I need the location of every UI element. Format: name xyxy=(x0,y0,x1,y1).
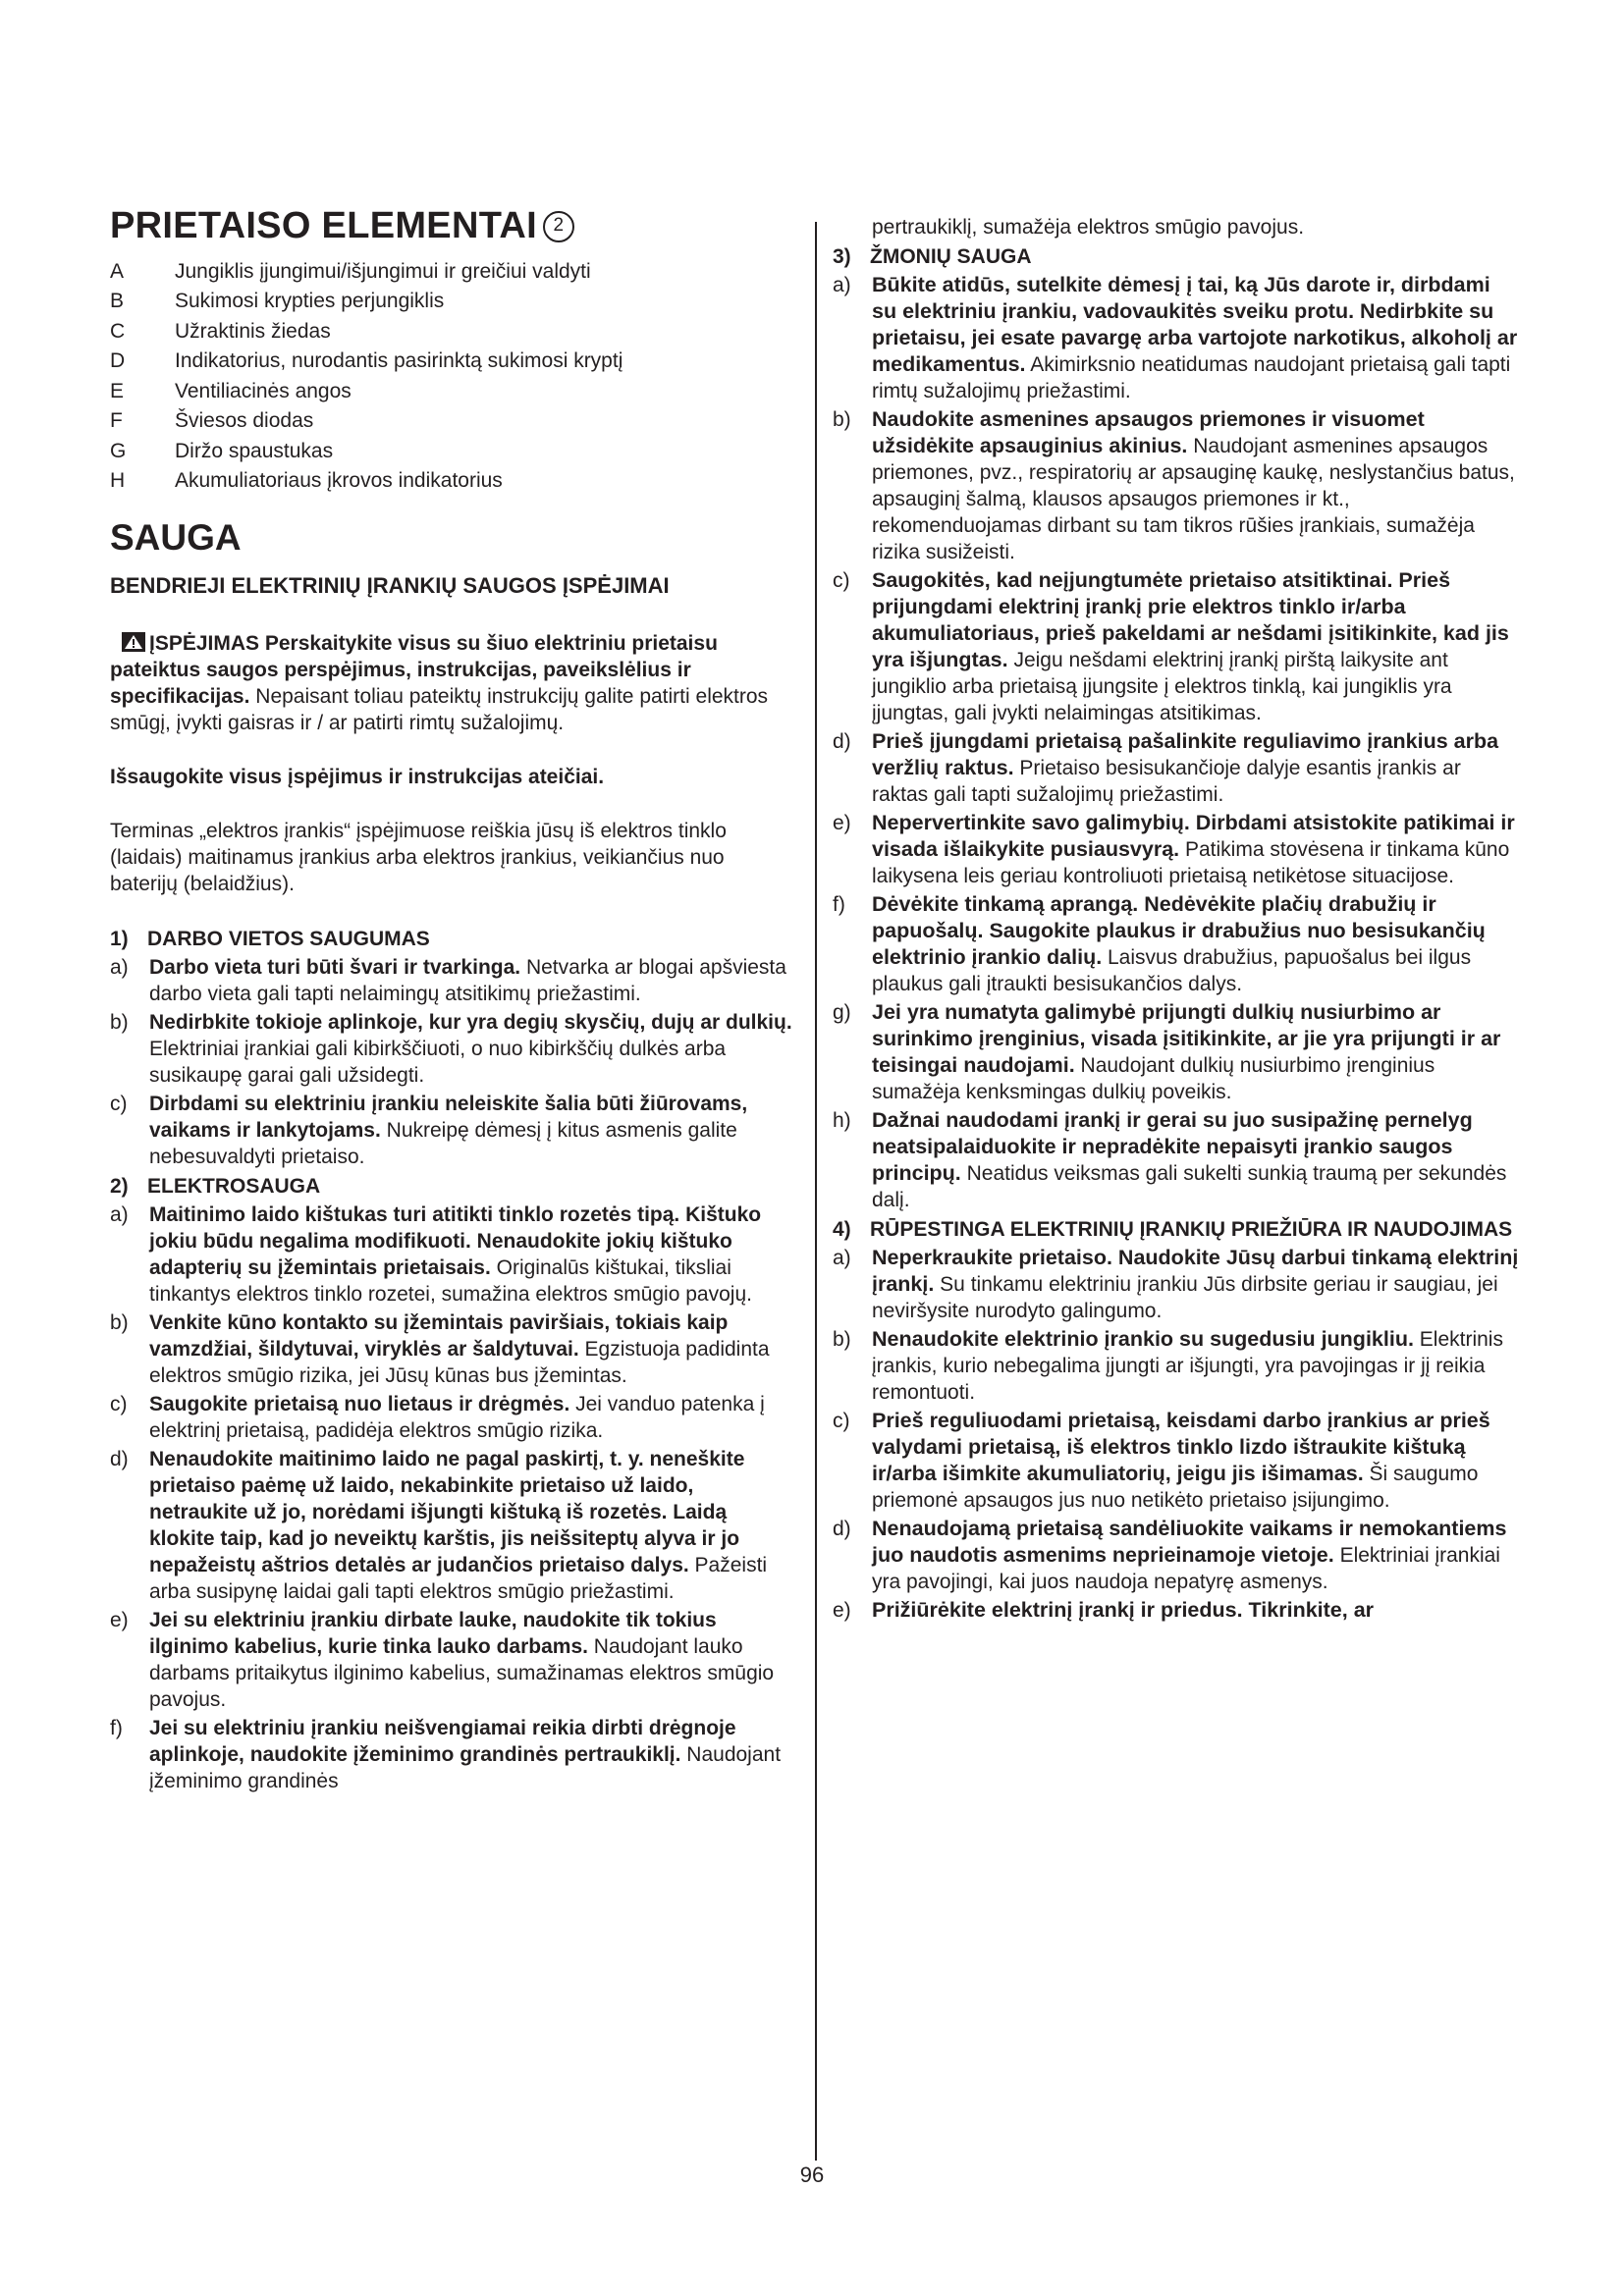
list-item: h) Dažnai naudodami įrankį ir gerai su juo susipažinę pernelyg neatsipalaiduokite ir nepradėkite nepaisyti įrankio saugos principų. Neatidus veiksmas gali sukelti sunkią traumą per sekundės dalį. xyxy=(833,1108,1507,1211)
list-item: c) Saugokite prietaisą nuo lietaus ir drėgmės. Jei vanduo patenka į elektrinį prietaisą, padidėja elektros smūgio rizika. xyxy=(110,1393,765,1443)
list-item: d) Prieš įjungdami prietaisą pašalinkite reguliavimo įrankius arba veržlių raktus. Prietaiso besisukančioje dalyje esantis įrankis ar raktas gali tapti sužalojimų priežastimi. xyxy=(833,729,1499,806)
continued-text: pertraukiklį, sumažėja elektros smūgio pavojus. xyxy=(872,216,1305,239)
list-item: a) Darbo vieta turi būti švari ir tvarkinga. Netvarka ar blogai apšviesta darbo vieta gali tapti nelaimingų atsitikimų priežastimi. xyxy=(110,956,786,1006)
warning-paragraph: ĮSPĖJIMAS Perskaitykite visus su šiuo elektriniu prietaisu pateiktus saugos perspėjimus, instrukcijas, paveikslėlius ir specifikacijas. Nepaisant toliau pateiktų instrukcijų galite patirti elektros smūgį, įvykti gaisras ir / ar patirti rimtų sužalojimų. xyxy=(110,632,769,735)
list-item: a) Neperkraukite prietaiso. Naudokite Jūsų darbui tinkamą elektrinį įrankį. Su tinkamu elektriniu įrankiu Jūs dirbsite geriau ir saugiau, jei neviršysite nurodyto galingumo. xyxy=(833,1246,1519,1322)
list-item: e) Nepervertinkite savo galimybių. Dirbdami atsistokite patikimai ir visada išlaikykite pusiausvyrą. Patikima stovėsena ir tinkama kūno laikysena leis geriau kontroliuoti prietaisą netikėtose situacijose. xyxy=(833,811,1515,887)
sauga-title: SAUGA xyxy=(110,516,242,558)
list-item: a) Būkite atidūs, sutelkite dėmesį į tai, ką Jūs darote ir, dirbdami su elektriniu įrankiu, vadovaukitės sveiku protu. Nedirbkite su prietaisu, jei esate pavargę arba vartojote narkotikus, alkoholį ar medikamentus. Akimirksnio neatidumas naudojant prietaisą gali tapti rimtų sužalojimų priežastimi. xyxy=(833,273,1518,402)
list-item: d) Nenaudojamą prietaisą sandėliuokite vaikams ir nemokantiems juo naudotis asmenims neprieinamoje vietoje. Elektriniai įrankiai yra pavojingi, kai juos naudoja nepatyrę asmenys. xyxy=(833,1517,1507,1593)
list-item: D Indikatorius, nurodantis pasirinktą sukimosi kryptį xyxy=(110,349,623,373)
section-heading: 3) ŽMONIŲ SAUGA xyxy=(833,245,1032,268)
general-safety-heading: BENDRIEJI ELEKTRINIŲ ĮRANKIŲ SAUGOS ĮSPĖJIMAI xyxy=(110,573,670,599)
parts-title: PRIETAISO ELEMENTAI 2 xyxy=(110,206,797,247)
list-item: e) Jei su elektriniu įrankiu dirbate lauke, naudokite tik tokius ilginimo kabelius, kurie tinka lauko darbams. Naudojant lauko darbams pritaikytus ilginimo kabelius, sumažinamas elektros smūgio pavojus. xyxy=(110,1609,775,1712)
parts-list xyxy=(110,257,797,497)
list-item: C Užraktinis žiedas xyxy=(110,319,331,343)
page-number: 96 xyxy=(799,2163,825,2187)
list-item: H Akumuliatoriaus įkrovos indikatorius xyxy=(110,469,503,493)
list-item: E Ventiliacinės angos xyxy=(110,379,352,402)
right-column xyxy=(833,214,1520,2100)
section-heading: 1) DARBO VIETOS SAUGUMAS xyxy=(110,928,430,951)
list-item: f) Jei su elektriniu įrankiu neišvengiamai reikia dirbti drėgnoje aplinkoje, naudokite įžeminimo grandinės pertraukiklį. Naudojant įžeminimo grandinės xyxy=(110,1717,782,1793)
list-item: c) Saugokitės, kad neįjungtumėte prietaiso atsitiktinai. Prieš prijungdami elektrinį įrankį prie elektros tinklo ir/arba akumuliatoriaus, prieš pakeldami ar nešdami įsitikinkite, kad jis yra išjungtas. Jeigu nešdami elektrinį įrankį pirštą laikysite ant jungiklio arba prietaisą įjungsite į elektros tinklą, kai jungiklis yra įjungtas, gali įvykti nelaimingas atsitikimas. xyxy=(833,568,1509,724)
list-item: G Diržo spaustukas xyxy=(110,439,334,462)
list-item: b) Nenaudokite elektrinio įrankio su sugedusiu jungikliu. Elektrinis įrankis, kurio nebegalima įjungti ar išjungti, yra pavojingas ir jį reikia remontuoti. xyxy=(833,1327,1503,1404)
list-item: g) Jei yra numatyta galimybė prijungti dulkių nusiurbimo ar surinkimo įrenginius, visada įsitikinkite, ar jie yra prijungti ir ar teisingai naudojami. Naudojant dulkių nusiurbimo įrenginius sumažėja kenksmingas dulkių poveikis. xyxy=(833,1000,1501,1103)
column-divider xyxy=(815,222,817,2161)
left-column xyxy=(110,206,797,2100)
list-item: a) Maitinimo laido kištukas turi atitikti tinklo rozetės tipą. Kištuko jokiu būdu negalima modifikuoti. Nenaudokite jokių kištuko adapterių su įžemintais prietaisais. Originalūs kištukai, tiksliai tinkantys elektros tinklo rozetei, sumažina elektros smūgio pavojų. xyxy=(110,1203,762,1307)
list-item: B Sukimosi krypties perjungiklis xyxy=(110,290,445,313)
list-item: F Šviesos diodas xyxy=(110,409,314,433)
list-item: c) Prieš reguliuodami prietaisą, keisdami darbo įrankius ar prieš valydami prietaisą, iš elektros tinklo lizdo ištraukite kištuką ir/arba išimkite akumuliatorių, jeigu jis išimamas. Ši saugumo priemonė apsaugos jus nuo netikėto prietaiso įsijungimo. xyxy=(833,1409,1490,1512)
list-item: b) Venkite kūno kontakto su įžemintais paviršiais, tokiais kaip vamzdžiai, šildytuvai, viryklės ar šaldytuvai. Egzistuoja padidinta elektros smūgio rizika, jei Jūsų kūnas bus įžemintas. xyxy=(110,1311,770,1388)
list-item: A Jungiklis įjungimui/išjungimui ir greičiui valdyti xyxy=(110,259,591,283)
figure-ref-circle: 2 xyxy=(543,211,574,242)
list-item: f) Dėvėkite tinkamą aprangą. Nedėvėkite plačių drabužių ir papuošalų. Saugokite plaukus ir drabužius nuo besisukančių elektrinio įrankio dalių. Laisvus drabužius, papuošalus bei ilgus plaukus gali įtraukti besisukančios dalys. xyxy=(833,892,1486,995)
list-item: e) Prižiūrėkite elektrinį įrankį ir priedus. Tikrinkite, ar xyxy=(833,1598,1375,1622)
list-item: b) Naudokite asmenines apsaugos priemones ir visuomet užsidėkite apsauginius akinius. Naudojant asmenines apsaugos priemones, pvz., respiratorių ar apsauginę kaukę, neslystančius batus, apsauginį šalmą, klausos apsaugos priemones ir kt., rekomenduojamas dirbant su tam tikros rūšies įrankiais, sumažėja rizika susižeisti. xyxy=(833,407,1515,563)
list-item: b) Nedirbkite tokioje aplinkoje, kur yra degių skysčių, dujų ar dulkių. Elektriniai įrankiai gali kibirkščiuoti, o nuo kibirkščių dulkės arba susikaupę garai gali užsidegti. xyxy=(110,1011,792,1088)
section-heading: 4) RŪPESTINGA ELEKTRINIŲ ĮRANKIŲ PRIEŽIŪRA IR NAUDOJIMAS xyxy=(833,1218,1513,1241)
warning-icon xyxy=(122,632,145,652)
list-item: d) Nenaudokite maitinimo laido ne pagal paskirtį, t. y. neneškite prietaiso paėmę už laido, nekabinkite prietaiso už laido, netraukite už jo, norėdami išjungti kištuką iš rozetės. Laidą klokite taip, kad jo neveiktų karštis, jis neišsiteptų alyva ir jo nepažeistų aštrios detalės ar judančios prietaiso dalys. Pažeisti arba susipynę laidai gali tapti elektros smūgio priežastimi. xyxy=(110,1448,768,1604)
section-heading: 2) ELEKTROSAUGA xyxy=(110,1175,321,1199)
term-definition: Terminas „elektros įrankis“ įspėjimuose reiškia jūsų iš elektros tinklo (laidais) maitinamus įrankius arba elektros įrankius, veikiančius nuo baterijų (belaidžius). xyxy=(110,820,727,896)
list-item: c) Dirbdami su elektriniu įrankiu neleiskite šalia būti žiūrovams, vaikams ir lankytojams. Nukreipę dėmesį į kitus asmenis galite nebesuvaldyti prietaiso. xyxy=(110,1093,748,1169)
save-instructions: Išsaugokite visus įspėjimus ir instrukcijas ateičiai. xyxy=(110,766,605,789)
